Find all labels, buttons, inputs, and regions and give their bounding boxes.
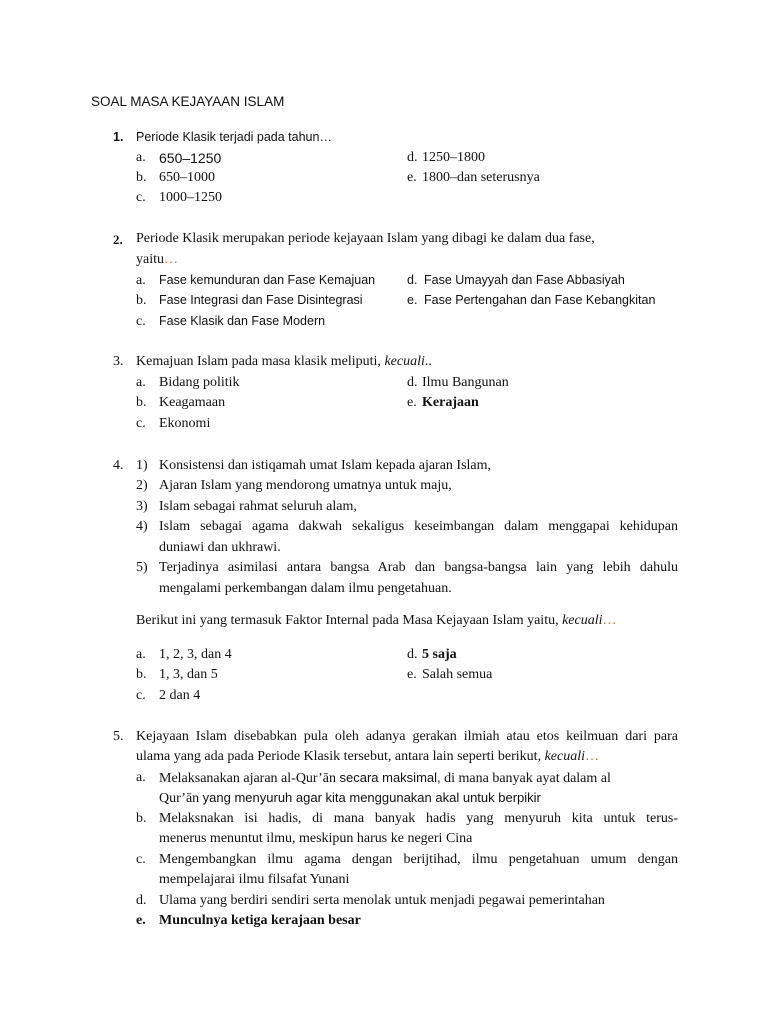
option-text-cont: menerus menuntut ilmu, meskipun harus ke negeri Cina — [159, 831, 473, 846]
option-text: 1, 3, dan 5 — [159, 667, 218, 682]
option-letter: a. — [136, 150, 146, 165]
option-letter: d. — [407, 150, 418, 165]
question-text-main: Kemajuan Islam pada masa klasik meliputi, — [136, 354, 385, 369]
list-number: 2) — [136, 478, 148, 493]
option-text: Salah semua — [422, 667, 493, 682]
option-letter: a. — [136, 375, 146, 390]
question-text: Periode Klasik terjadi pada tahun… — [136, 130, 332, 144]
question-number: 1. — [113, 130, 124, 144]
list-item: Ajaran Islam yang mendorong umatnya untuk maju, — [159, 478, 452, 493]
question-text-tail: .. — [424, 354, 432, 369]
option-text-part: secara maksimal, — [339, 770, 441, 785]
option-text — [159, 770, 611, 787]
option-text: 1250–1800 — [422, 150, 485, 165]
question-text-cont — [136, 749, 599, 765]
ellipsis: … — [602, 613, 617, 628]
question-text-word: yaitu — [136, 252, 164, 267]
option-text: 5 saja — [422, 647, 457, 662]
question-text-cont — [136, 252, 178, 268]
list-item-cont: duniawi dan ukhrawi. — [159, 540, 281, 555]
option-letter: d. — [407, 375, 418, 390]
list-item: Konsistensi dan istiqamah umat Islam kepada ajaran Islam, — [159, 458, 492, 473]
option-letter: c. — [136, 416, 146, 431]
option-letter: b. — [136, 395, 147, 410]
question-text — [136, 613, 617, 629]
question-text-main: Berikut ini yang termasuk Faktor Internal pada Masa Kejayaan Islam yaitu, — [136, 613, 563, 628]
question-text — [136, 354, 432, 370]
option-text: 2 dan 4 — [159, 688, 201, 703]
option-letter: d. — [136, 893, 147, 908]
option-text: Ilmu Bangunan — [422, 375, 509, 390]
option-text: Melaksnakan isi hadis, di mana banyak hadis yang menyuruh kita untuk terus- — [159, 811, 678, 826]
question-number: 3. — [113, 354, 124, 369]
option-letter: e. — [407, 170, 417, 185]
ellipsis: … — [164, 252, 178, 267]
question-number: 2. — [113, 232, 123, 247]
option-text: Ulama yang berdiri sendiri serta menolak untuk menjadi pegawai pemerintahan — [159, 893, 605, 908]
option-text: 1000–1250 — [159, 190, 222, 205]
option-letter: e. — [407, 293, 418, 307]
option-text: Bidang politik — [159, 375, 240, 390]
ellipsis: … — [585, 749, 599, 764]
option-text: 1, 2, 3, dan 4 — [159, 647, 232, 662]
option-text-part: di mana banyak ayat dalam al — [440, 771, 611, 786]
option-letter: d. — [407, 647, 418, 662]
option-letter: a. — [136, 273, 146, 288]
question-text: Periode Klasik merupakan periode kejayaan Islam yang dibagi ke dalam dua fase, — [136, 231, 595, 246]
option-text-part: yang menyuruh agar kita menggunakan akal untuk berpikir — [202, 790, 541, 805]
option-text: Fase Pertengahan dan Fase Kebangkitan — [424, 293, 656, 307]
option-text: Keagamaan — [159, 395, 226, 410]
question-number: 4. — [113, 458, 124, 473]
option-letter: e. — [136, 913, 146, 928]
option-letter: e. — [407, 395, 417, 410]
option-text-part: Qur’ān — [159, 791, 203, 806]
option-text: Kerajaan — [422, 395, 479, 410]
list-number: 1) — [136, 458, 148, 473]
list-number: 4) — [136, 519, 148, 534]
option-text-cont: mempelajarai ilmu filsafat Yunani — [159, 872, 350, 887]
option-letter: a. — [136, 647, 146, 662]
option-letter: c. — [136, 852, 146, 867]
question-emphasis: kecuali — [384, 354, 425, 369]
option-text: 650–1000 — [159, 170, 215, 185]
option-letter: b. — [136, 170, 147, 185]
option-text: 1800–dan seterusnya — [422, 170, 540, 185]
option-text: Fase kemunduran dan Fase Kemajuan — [159, 273, 376, 287]
option-text: Ekonomi — [159, 416, 211, 431]
option-letter: b. — [136, 293, 147, 308]
option-letter: d. — [407, 273, 418, 287]
question-text-main: ulama yang ada pada Periode Klasik tersebut, antara lain seperti berikut, — [136, 749, 545, 764]
question-text: Kejayaan Islam disebabkan pula oleh adanya gerakan ilmiah atau etos keilmuan dari para — [136, 729, 678, 744]
option-text: Mengembangkan ilmu agama dengan berijtihad, ilmu pengetahuan umum dengan — [159, 852, 678, 867]
question-number: 5. — [113, 729, 124, 744]
option-letter: c. — [136, 190, 146, 205]
list-number: 5) — [136, 560, 148, 575]
option-text: Fase Umayyah dan Fase Abbasiyah — [424, 273, 625, 287]
list-item-cont: mengalami perkembangan dalam ilmu pengetahuan. — [159, 581, 452, 596]
option-text: Fase Klasik dan Fase Modern — [159, 314, 326, 328]
option-text: Munculnya ketiga kerajaan besar — [159, 913, 361, 928]
option-text: Fase Integrasi dan Fase Disintegrasi — [159, 293, 363, 307]
option-text-part: Melaksanakan ajaran al-Qur’ān — [159, 771, 340, 786]
option-letter: e. — [407, 667, 417, 682]
option-letter: a. — [136, 770, 146, 785]
question-emphasis: kecuali — [544, 749, 585, 764]
option-letter: c. — [136, 688, 146, 703]
list-item: Islam sebagai agama dakwah sekaligus keseimbangan dalam menggapai kehidupan — [159, 519, 678, 534]
list-number: 3) — [136, 499, 148, 514]
document-title: SOAL MASA KEJAYAAN ISLAM — [91, 94, 285, 109]
list-item: Terjadinya asimilasi antara bangsa Arab dan bangsa-bangsa lain yang lebih dahulu — [159, 560, 678, 575]
option-letter: b. — [136, 667, 147, 682]
option-text: 650–1250 — [159, 150, 222, 166]
option-letter: b. — [136, 811, 147, 826]
list-item: Islam sebagai rahmat seluruh alam, — [159, 499, 357, 514]
question-emphasis: kecuali — [562, 613, 603, 628]
option-text-cont — [159, 790, 541, 807]
option-letter: c. — [136, 314, 146, 329]
